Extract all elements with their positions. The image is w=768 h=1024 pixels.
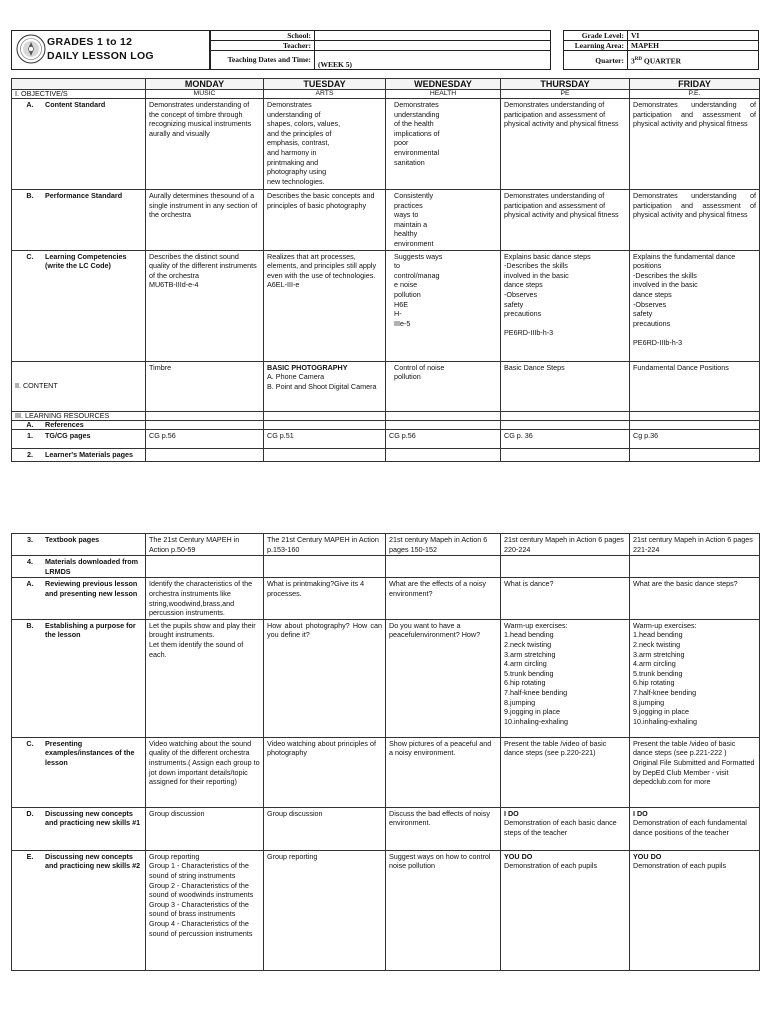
subject-tuesday: ARTS — [264, 90, 386, 99]
cell-friday[interactable]: Explains the fundamental dance positions -Describes the skills involved in the basic dance steps -Observes safety precautions PE6RD-IIIb-h-3 — [630, 250, 760, 361]
cell-tuesday[interactable]: CG p.51 — [264, 429, 386, 448]
row-title: References — [45, 420, 84, 429]
subject-monday: MUSIC — [146, 90, 264, 99]
cell-wednesday[interactable] — [386, 556, 501, 578]
row-label — [12, 250, 146, 361]
tg-pages-row — [12, 429, 760, 448]
cell-thursday[interactable]: What is dance? — [501, 578, 630, 619]
row-title: Establishing a purpose for the lesson — [45, 620, 136, 640]
row-label — [12, 534, 146, 556]
cell-wednesday[interactable] — [386, 411, 501, 420]
objectives-heading: I. OBJECTIVE/S — [12, 90, 146, 99]
cell-wednesday[interactable]: Discuss the bad effects of noisy environment. — [386, 807, 501, 850]
row-num: B. — [26, 191, 34, 200]
subject-friday: P.E. — [630, 90, 760, 99]
row-label — [12, 578, 146, 619]
cell-monday[interactable]: Group discussion — [146, 807, 264, 850]
cell-friday[interactable]: Cg p.36 — [630, 429, 760, 448]
cell-thursday[interactable]: Basic Dance Steps — [501, 361, 630, 411]
row-num: B. — [26, 620, 34, 630]
row-label — [12, 850, 146, 970]
cell-monday[interactable] — [146, 556, 264, 578]
cell-tuesday[interactable]: What is printmaking?Give its 4 processes. — [264, 578, 386, 619]
cell-wednesday[interactable]: What are the effects of a noisy environment? — [386, 578, 501, 619]
cell-thursday[interactable]: Demonstrates understanding of participation and assessment of physical activity and physical fitness — [501, 99, 630, 190]
learning-area-field[interactable]: MAPEH — [628, 41, 759, 51]
cell-friday[interactable] — [630, 411, 760, 420]
cell-thursday[interactable]: Warm-up exercises: 1.head bending 2.neck twisting 3.arm stretching 4.arm circling 5.trunk bending 6.hip rotating 7.half-knee bending 8.jumping 9.jogging in place 10.inhaling-exhaling — [501, 619, 630, 737]
cell-friday[interactable]: What are the basic dance steps? — [630, 578, 760, 619]
i-do-text: Demonstration of each basic dance steps of the teacher — [504, 818, 617, 837]
row-num: E. — [26, 851, 34, 861]
row-label — [12, 737, 146, 807]
dates-field[interactable]: (WEEK 5) — [315, 51, 551, 70]
cell-friday[interactable]: Fundamental Dance Positions — [630, 361, 760, 411]
content-row — [12, 361, 760, 411]
cell-thursday[interactable]: CG p. 36 — [501, 429, 630, 448]
discussing-2-row — [12, 850, 760, 970]
cell-wednesday[interactable]: CG p.56 — [386, 429, 501, 448]
row-title: Presenting examples/instances of the lesson — [45, 738, 135, 767]
cell-thursday[interactable] — [501, 556, 630, 578]
row-label — [12, 448, 146, 461]
school-label: School: — [210, 31, 315, 41]
cell-tuesday[interactable]: The 21st Century MAPEH in Action p.153-160 — [264, 534, 386, 556]
cell-friday[interactable]: Demonstrates understanding of participation and assessment of physical activity and physical fitness — [630, 99, 760, 190]
grade-level-field[interactable]: VI — [628, 31, 759, 41]
row-label — [12, 190, 146, 251]
day-monday: MONDAY — [146, 79, 264, 90]
teacher-label: Teacher: — [210, 41, 315, 51]
row-num: C. — [26, 251, 34, 261]
cell-monday[interactable]: Demonstrates understanding of the concept of timbre through recognizing musical instruments aurally and visually — [146, 99, 264, 190]
row-label — [12, 619, 146, 737]
subject-row — [12, 90, 760, 99]
row-title: Learner's Materials pages — [45, 449, 134, 459]
cell-wednesday[interactable]: Suggest ways on how to control noise pollution — [386, 850, 501, 970]
resources-heading: III. LEARNING RESOURCES — [12, 411, 146, 420]
row-label — [12, 429, 146, 448]
quarter-label: Quarter: — [564, 51, 628, 70]
cell-thursday[interactable] — [501, 807, 630, 850]
quarter-field[interactable] — [628, 51, 759, 70]
content-standard-row — [12, 99, 760, 190]
content-tuesday-title: BASIC PHOTOGRAPHY — [267, 362, 348, 372]
school-field[interactable] — [315, 31, 551, 41]
row-label — [12, 807, 146, 850]
resources-heading-row — [12, 411, 760, 420]
row-num: A. — [26, 100, 34, 109]
row-label — [12, 420, 146, 429]
header-right-fields — [563, 30, 759, 70]
quarter-number: 3 — [631, 56, 635, 66]
row-title: Learning Competencies (write the LC Code) — [45, 251, 127, 271]
lesson-table-page2 — [11, 533, 760, 971]
cell-thursday[interactable]: Present the table /video of basic dance steps (see p.220-221) — [501, 737, 630, 807]
performance-standard-row — [12, 190, 760, 251]
i-do-text: Demonstration of each fundamental dance positions of the teacher — [633, 818, 747, 837]
cell-tuesday[interactable] — [264, 361, 386, 411]
row-title: Materials downloaded from LRMDS — [45, 557, 139, 576]
presenting-row — [12, 737, 760, 807]
learning-competencies-row — [12, 250, 760, 361]
row-title: Reviewing previous lesson and presenting new lesson — [45, 579, 138, 598]
cell-thursday[interactable]: Demonstrates understanding of participation and assessment of physical activity and physical fitness — [501, 190, 630, 251]
cell-friday[interactable] — [630, 556, 760, 578]
cell-monday[interactable]: Aurally determines thesound of a single instrument in any section of the orchestra — [146, 190, 264, 251]
subject-wednesday: HEALTH — [386, 90, 501, 99]
cell-monday[interactable]: Group reporting Group 1 - Characteristics of the sound of string instruments Group 2 - Characteristics of the sound of woodwinds instruments Group 3 - Characteristics of the sound of brass instruments Group 4 - Characteristics of the sound of percussion instruments — [146, 850, 264, 970]
day-friday: FRIDAY — [630, 79, 760, 90]
row-title: Discussing new concepts and practicing new skills #1 — [45, 808, 141, 828]
cell-thursday[interactable]: 21st century Mapeh in Action 6 pages 220-224 — [501, 534, 630, 556]
row-num: 3. — [27, 535, 33, 544]
lesson-table-page1 — [11, 78, 760, 462]
cell-friday[interactable]: Warm-up exercises: 1.head bending 2.neck twisting 3.arm stretching 4.arm circling 5.trunk bending 6.hip rotating 7.half-knee bending 8.jumping 9.jogging in place 10.inhaling-exhaling — [630, 619, 760, 737]
cell-tuesday[interactable] — [264, 448, 386, 461]
cell-wednesday[interactable]: Show pictures of a peaceful and a noisy environment. — [386, 737, 501, 807]
row-title: Performance Standard — [45, 191, 123, 200]
title-daily-lesson-log: DAILY LESSON LOG — [47, 50, 154, 62]
cell-monday[interactable] — [146, 411, 264, 420]
title-grades: GRADES 1 to 12 — [47, 36, 133, 48]
textbook-pages-row — [12, 534, 760, 556]
cell-monday[interactable]: The 21st Century MAPEH in Action p.50-59 — [146, 534, 264, 556]
i-do-heading: I DO — [504, 808, 519, 818]
day-wednesday: WEDNESDAY — [386, 79, 501, 90]
cell-thursday[interactable]: Explains basic dance steps -Describes the skills involved in the basic dance steps -Observes safety precautions PE6RD-IIIb-h-3 — [501, 250, 630, 361]
log-header — [11, 30, 759, 70]
you-do-text: Demonstration of each pupils — [504, 861, 598, 871]
row-num: 4. — [27, 557, 33, 567]
cell-monday[interactable]: Describes the distinct sound quality of the different instruments of the orchestra MU6TB-IIId-e-4 — [146, 250, 264, 361]
cell-friday[interactable]: Demonstrates understanding of participation and assessment of physical activity and physical fitness — [630, 190, 760, 251]
header-left-fields — [209, 30, 551, 70]
materials-lrmds-row — [12, 556, 760, 578]
cell-thursday[interactable] — [501, 448, 630, 461]
cell-tuesday[interactable] — [264, 420, 386, 429]
purpose-row — [12, 619, 760, 737]
cell-wednesday[interactable]: Demonstrates understanding of the health implications of poor environmental sanitation — [386, 99, 501, 190]
you-do-text: Demonstration of each pupils — [633, 861, 727, 871]
day-tuesday: TUESDAY — [264, 79, 386, 90]
cell-thursday[interactable] — [501, 420, 630, 429]
grade-level-label: Grade Level: — [564, 31, 628, 41]
lm-pages-row — [12, 448, 760, 461]
cell-tuesday[interactable] — [264, 411, 386, 420]
learning-area-label: Learning Area: — [564, 41, 628, 51]
cell-friday[interactable]: Present the table /video of basic dance steps (see p.221-222 ) Original File Submitted and Formatted by DepEd Club Member - visit depedclub.com for more — [630, 737, 760, 807]
cell-tuesday[interactable]: Group discussion — [264, 807, 386, 850]
content-heading: II. CONTENT — [12, 361, 146, 411]
cell-friday[interactable] — [630, 807, 760, 850]
cell-monday[interactable]: Let the pupils show and play their brought instruments. Let them identify the sound of each. — [146, 619, 264, 737]
row-num: C. — [26, 738, 34, 748]
discussing-1-row — [12, 807, 760, 850]
row-title: Textbook pages — [45, 535, 100, 544]
you-do-heading: YOU DO — [633, 851, 662, 861]
cell-friday[interactable] — [630, 448, 760, 461]
teacher-field[interactable] — [315, 41, 551, 51]
content-tuesday-lines: A. Phone Camera B. Point and Shoot Digital Camera — [267, 372, 377, 391]
day-header-row — [12, 79, 760, 90]
row-num: 1. — [27, 430, 33, 440]
corner-cell — [12, 79, 146, 90]
row-label — [12, 99, 146, 190]
row-num: A. — [26, 420, 34, 429]
cell-monday[interactable]: Identify the characteristics of the orchestra instruments like string,woodwind,brass,and percussion instruments. — [146, 578, 264, 619]
deped-seal-icon — [16, 34, 46, 64]
cell-wednesday[interactable] — [386, 448, 501, 461]
cell-friday[interactable]: 21st century Mapeh in Action 6 pages 221-224 — [630, 534, 760, 556]
cell-monday[interactable]: Video watching about the sound quality of the different orchestra instruments.( Assign each group to jot down important details/topic assigned for their reporting) — [146, 737, 264, 807]
cell-tuesday[interactable]: Demonstrates understanding of shapes, colors, values, and the principles of emphasis, contrast, and harmony in printmaking and photography using new technologies. — [264, 99, 386, 190]
cell-wednesday[interactable]: Control of noise pollution — [386, 361, 501, 411]
cell-monday[interactable] — [146, 420, 264, 429]
row-title: TG/CG pages — [45, 430, 91, 440]
cell-tuesday[interactable]: Group reporting — [264, 850, 386, 970]
cell-thursday[interactable] — [501, 850, 630, 970]
row-label — [12, 556, 146, 578]
you-do-heading: YOU DO — [504, 851, 533, 861]
day-thursday: THURSDAY — [501, 79, 630, 90]
row-num: D. — [26, 808, 34, 818]
i-do-heading: I DO — [633, 808, 648, 818]
cell-wednesday[interactable]: 21st century Mapeh in Action 6 pages 150-152 — [386, 534, 501, 556]
cell-thursday[interactable] — [501, 411, 630, 420]
cell-friday[interactable] — [630, 850, 760, 970]
cell-monday[interactable]: CG p.56 — [146, 429, 264, 448]
reviewing-row — [12, 578, 760, 619]
references-row — [12, 420, 760, 429]
cell-tuesday[interactable]: Describes the basic concepts and principles of basic photography — [264, 190, 386, 251]
cell-tuesday[interactable]: Video watching about principles of photography — [264, 737, 386, 807]
row-title: Content Standard — [45, 100, 106, 109]
row-title: Discussing new concepts and practicing new skills #2 — [45, 851, 141, 871]
cell-wednesday[interactable]: Suggests ways to control/manag e noise pollution H6E H- IIIe-5 — [386, 250, 501, 361]
row-num: 2. — [27, 449, 33, 459]
quarter-text: QUARTER — [641, 56, 682, 66]
title-box — [11, 30, 211, 70]
quarter-suffix: RD — [634, 56, 642, 62]
cell-monday[interactable] — [146, 448, 264, 461]
cell-wednesday[interactable]: Consistently practices ways to maintain a healthy environment — [386, 190, 501, 251]
cell-wednesday[interactable] — [386, 420, 501, 429]
row-num: A. — [26, 579, 34, 589]
dates-label: Teaching Dates and Time: — [210, 51, 315, 70]
cell-tuesday[interactable]: How about photography? How can you define it? — [264, 619, 386, 737]
subject-thursday: PE — [501, 90, 630, 99]
cell-tuesday[interactable]: Realizes that art processes, elements, and principles still apply even with the use of technologies. A6EL-III-e — [264, 250, 386, 361]
cell-monday[interactable]: Timbre — [146, 361, 264, 411]
cell-wednesday[interactable]: Do you want to have a peacefulenvironment? How? — [386, 619, 501, 737]
cell-tuesday[interactable] — [264, 556, 386, 578]
cell-friday[interactable] — [630, 420, 760, 429]
